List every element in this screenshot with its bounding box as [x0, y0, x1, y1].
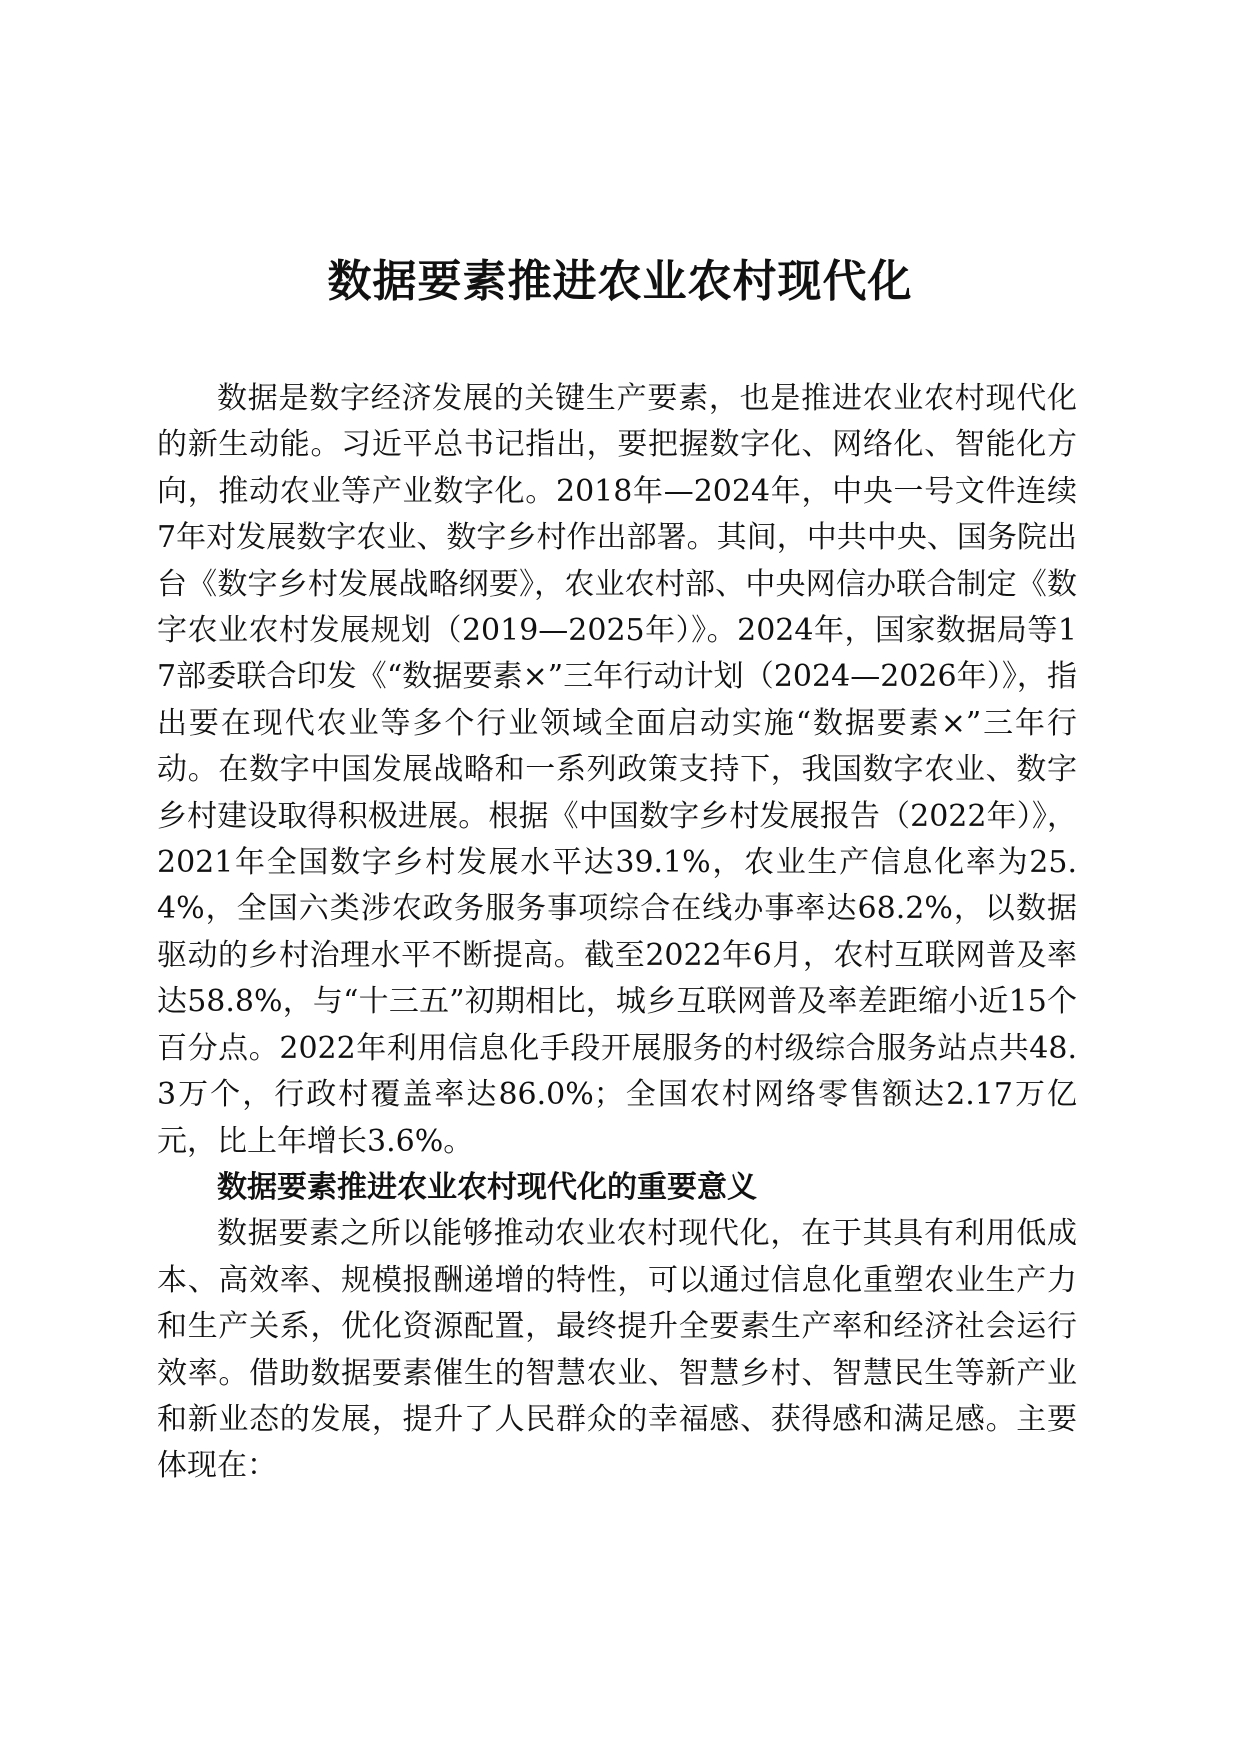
document-body	[157, 376, 1077, 1490]
intro-paragraph: 数据是数字经济发展的关键生产要素，也是推进农业农村现代化的新生动能。习近平总书记指出，要把握数字化、网络化、智能化方向，推动农业等产业数字化。2018年—2024年，中央一号文件连续7年对发展数字农业、数字乡村作出部署。其间，中共中央、国务院出台《数字乡村发展战略纲要》，农业农村部、中央网信办联合制定《数字农业农村发展规划（2019—2025年）》。2024年，国家数据局等17部委联合印发《“数据要素×”三年行动计划（2024—2026年）》，指出要在现代农业等多个行业领域全面启动实施“数据要素×”三年行动。在数字中国发展战略和一系列政策支持下，我国数字农业、数字乡村建设取得积极进展。根据《中国数字乡村发展报告（2022年）》，2021年全国数字乡村发展水平达39.1%，农业生产信息化率为25.4%，全国六类涉农政务服务事项综合在线办事率达68.2%，以数据驱动的乡村治理水平不断提高。截至2022年6月，农村互联网普及率达58.8%，与“十三五”初期相比，城乡互联网普及率差距缩小近15个百分点。2022年利用信息化手段开展服务的村级综合服务站点共48.3万个，行政村覆盖率达86.0%；全国农村网络零售额达2.17万亿元，比上年增长3.6%。	[157, 381, 1077, 1159]
section-heading: 数据要素推进农业农村现代化的重要意义	[217, 1169, 757, 1205]
section-paragraph: 数据要素之所以能够推动农业农村现代化，在于其具有利用低成本、高效率、规模报酬递增的特性，可以通过信息化重塑农业生产力和生产关系，优化资源配置，最终提升全要素生产率和经济社会运行效率。借助数据要素催生的智慧农业、智慧乡村、智慧民生等新产业和新业态的发展，提升了人民群众的幸福感、获得感和满足感。主要体现在：	[157, 1216, 1077, 1484]
document-title: 数据要素推进农业农村现代化	[327, 256, 913, 307]
